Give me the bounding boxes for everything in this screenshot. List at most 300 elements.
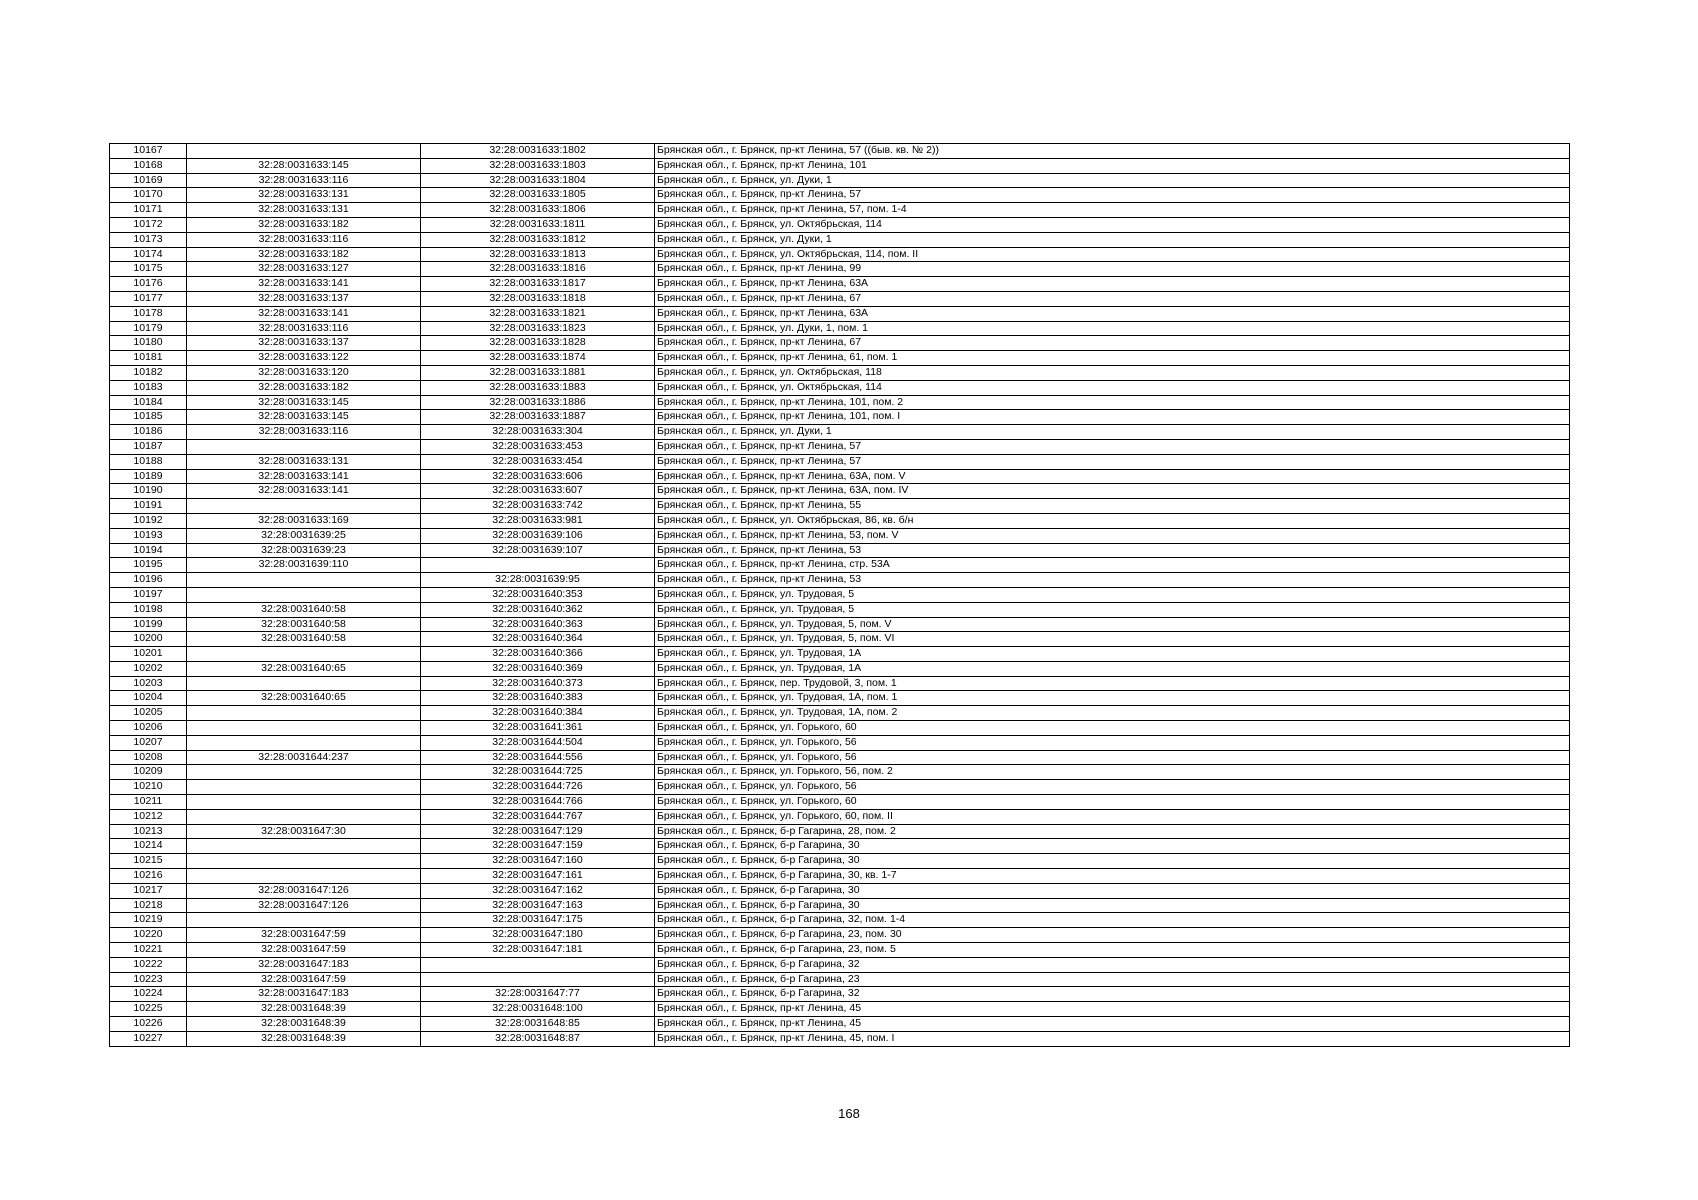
table-row [110,188,1570,203]
parent-cadastral-number-cell [187,499,421,514]
address-cell: Брянская обл., г. Брянск, ул. Горького, 56, пом. 2 [655,765,1570,780]
parent-cadastral-number-cell: 32:28:0031633:131 [187,203,421,218]
address-cell: Брянская обл., г. Брянск, ул. Горького, 60 [655,795,1570,810]
parent-cadastral-number-cell [187,573,421,588]
table-row [110,232,1570,247]
parent-cadastral-number-cell: 32:28:0031647:59 [187,928,421,943]
parent-cadastral-number-cell: 32:28:0031633:182 [187,380,421,395]
address-cell: Брянская обл., г. Брянск, ул. Горького, 56 [655,780,1570,795]
cadastral-number-cell: 32:28:0031633:1817 [421,277,655,292]
cadastral-number-cell: 32:28:0031640:383 [421,691,655,706]
row-number-cell: 10203 [110,676,187,691]
table-row [110,1017,1570,1032]
cadastral-number-cell: 32:28:0031633:1802 [421,144,655,159]
address-cell: Брянская обл., г. Брянск, пр-кт Ленина, 67 [655,336,1570,351]
parent-cadastral-number-cell [187,839,421,854]
row-number-cell: 10195 [110,558,187,573]
cadastral-number-cell: 32:28:0031633:1806 [421,203,655,218]
parent-cadastral-number-cell: 32:28:0031640:65 [187,661,421,676]
table-row [110,913,1570,928]
address-cell: Брянская обл., г. Брянск, пер. Трудовой, 3, пом. 1 [655,676,1570,691]
table-row [110,321,1570,336]
address-cell: Брянская обл., г. Брянск, пр-кт Ленина, 53 [655,573,1570,588]
table-row [110,765,1570,780]
row-number-cell: 10182 [110,365,187,380]
address-cell: Брянская обл., г. Брянск, пр-кт Ленина, 99 [655,262,1570,277]
cadastral-number-cell: 32:28:0031644:504 [421,735,655,750]
parent-cadastral-number-cell: 32:28:0031648:39 [187,1031,421,1046]
table-row [110,1002,1570,1017]
cadastral-number-cell: 32:28:0031633:1805 [421,188,655,203]
cadastral-number-cell: 32:28:0031633:453 [421,439,655,454]
address-cell: Брянская обл., г. Брянск, пр-кт Ленина, 45 [655,1002,1570,1017]
row-number-cell: 10222 [110,957,187,972]
table-row [110,513,1570,528]
row-number-cell: 10171 [110,203,187,218]
row-number-cell: 10180 [110,336,187,351]
address-cell: Брянская обл., г. Брянск, пр-кт Ленина, 53, пом. V [655,528,1570,543]
table-row [110,647,1570,662]
parent-cadastral-number-cell: 32:28:0031633:145 [187,410,421,425]
cadastral-number-cell: 32:28:0031647:162 [421,883,655,898]
parent-cadastral-number-cell: 32:28:0031647:126 [187,898,421,913]
row-number-cell: 10219 [110,913,187,928]
parent-cadastral-number-cell: 32:28:0031633:116 [187,173,421,188]
address-cell: Брянская обл., г. Брянск, пр-кт Ленина, 101 [655,158,1570,173]
cadastral-number-cell: 32:28:0031648:85 [421,1017,655,1032]
parent-cadastral-number-cell: 32:28:0031639:25 [187,528,421,543]
cadastral-number-cell: 32:28:0031647:77 [421,987,655,1002]
parent-cadastral-number-cell: 32:28:0031633:182 [187,217,421,232]
table-row [110,795,1570,810]
address-cell: Брянская обл., г. Брянск, пр-кт Ленина, 101, пом. 2 [655,395,1570,410]
cadastral-number-cell: 32:28:0031644:767 [421,809,655,824]
table-row [110,203,1570,218]
cadastral-number-cell: 32:28:0031647:163 [421,898,655,913]
table-row [110,617,1570,632]
address-cell: Брянская обл., г. Брянск, б-р Гагарина, 32 [655,987,1570,1002]
table-row [110,543,1570,558]
cadastral-number-cell: 32:28:0031641:361 [421,721,655,736]
address-cell: Брянская обл., г. Брянск, б-р Гагарина, 30, кв. 1-7 [655,869,1570,884]
address-cell: Брянская обл., г. Брянск, ул. Трудовая, 5 [655,587,1570,602]
cadastral-number-cell: 32:28:0031644:556 [421,750,655,765]
row-number-cell: 10185 [110,410,187,425]
address-cell: Брянская обл., г. Брянск, ул. Октябрьская, 86, кв. б/н [655,513,1570,528]
table-row [110,499,1570,514]
table-row [110,602,1570,617]
table-row [110,587,1570,602]
table-row [110,809,1570,824]
cadastral-number-cell: 32:28:0031633:1874 [421,351,655,366]
address-cell: Брянская обл., г. Брянск, б-р Гагарина, 30 [655,839,1570,854]
row-number-cell: 10197 [110,587,187,602]
table-row [110,262,1570,277]
table-row [110,425,1570,440]
table-row [110,943,1570,958]
parent-cadastral-number-cell: 32:28:0031639:110 [187,558,421,573]
cadastral-number-cell: 32:28:0031633:454 [421,454,655,469]
parent-cadastral-number-cell: 32:28:0031647:183 [187,987,421,1002]
cadastral-number-cell: 32:28:0031644:726 [421,780,655,795]
address-cell: Брянская обл., г. Брянск, ул. Дуки, 1 [655,173,1570,188]
parent-cadastral-number-cell: 32:28:0031647:30 [187,824,421,839]
address-cell: Брянская обл., г. Брянск, ул. Трудовая, 1А [655,647,1570,662]
address-cell: Брянская обл., г. Брянск, б-р Гагарина, 23 [655,972,1570,987]
row-number-cell: 10184 [110,395,187,410]
table-row [110,1031,1570,1046]
row-number-cell: 10174 [110,247,187,262]
cadastral-number-cell: 32:28:0031644:766 [421,795,655,810]
cadastral-number-cell: 32:28:0031648:87 [421,1031,655,1046]
address-cell: Брянская обл., г. Брянск, ул. Трудовая, 1А, пом. 1 [655,691,1570,706]
table-row [110,721,1570,736]
parent-cadastral-number-cell: 32:28:0031633:137 [187,336,421,351]
table-row [110,351,1570,366]
row-number-cell: 10217 [110,883,187,898]
table-row [110,691,1570,706]
address-cell: Брянская обл., г. Брянск, ул. Горького, 60, пом. II [655,809,1570,824]
row-number-cell: 10227 [110,1031,187,1046]
parent-cadastral-number-cell [187,144,421,159]
parent-cadastral-number-cell: 32:28:0031633:116 [187,232,421,247]
cadastral-number-cell: 32:28:0031633:981 [421,513,655,528]
row-number-cell: 10226 [110,1017,187,1032]
row-number-cell: 10191 [110,499,187,514]
row-number-cell: 10214 [110,839,187,854]
address-cell: Брянская обл., г. Брянск, пр-кт Ленина, 57 [655,188,1570,203]
row-number-cell: 10216 [110,869,187,884]
parent-cadastral-number-cell [187,913,421,928]
address-cell: Брянская обл., г. Брянск, пр-кт Ленина, 61, пом. 1 [655,351,1570,366]
address-cell: Брянская обл., г. Брянск, пр-кт Ленина, 57, пом. 1-4 [655,203,1570,218]
row-number-cell: 10224 [110,987,187,1002]
table-row [110,928,1570,943]
table-row [110,395,1570,410]
parent-cadastral-number-cell: 32:28:0031633:116 [187,425,421,440]
cadastral-number-cell: 32:28:0031647:175 [421,913,655,928]
address-cell: Брянская обл., г. Брянск, ул. Дуки, 1 [655,232,1570,247]
row-number-cell: 10186 [110,425,187,440]
address-cell: Брянская обл., г. Брянск, пр-кт Ленина, 45, пом. I [655,1031,1570,1046]
cadastral-number-cell: 32:28:0031633:1816 [421,262,655,277]
cadastral-number-cell: 32:28:0031644:725 [421,765,655,780]
table-row [110,957,1570,972]
parent-cadastral-number-cell: 32:28:0031647:183 [187,957,421,972]
parent-cadastral-number-cell [187,809,421,824]
address-cell: Брянская обл., г. Брянск, пр-кт Ленина, 67 [655,291,1570,306]
parent-cadastral-number-cell: 32:28:0031640:58 [187,617,421,632]
address-cell: Брянская обл., г. Брянск, б-р Гагарина, 28, пом. 2 [655,824,1570,839]
table-row [110,676,1570,691]
cadastral-number-cell [421,957,655,972]
parent-cadastral-number-cell [187,439,421,454]
parent-cadastral-number-cell: 32:28:0031639:23 [187,543,421,558]
parent-cadastral-number-cell: 32:28:0031633:141 [187,277,421,292]
row-number-cell: 10192 [110,513,187,528]
parent-cadastral-number-cell: 32:28:0031633:141 [187,469,421,484]
row-number-cell: 10220 [110,928,187,943]
parent-cadastral-number-cell [187,587,421,602]
address-cell: Брянская обл., г. Брянск, пр-кт Ленина, стр. 53А [655,558,1570,573]
row-number-cell: 10200 [110,632,187,647]
parent-cadastral-number-cell [187,854,421,869]
row-number-cell: 10175 [110,262,187,277]
table-row [110,573,1570,588]
address-cell: Брянская обл., г. Брянск, пр-кт Ленина, 63А, пом. IV [655,484,1570,499]
parent-cadastral-number-cell: 32:28:0031633:120 [187,365,421,380]
row-number-cell: 10167 [110,144,187,159]
address-cell: Брянская обл., г. Брянск, ул. Горького, 56 [655,750,1570,765]
row-number-cell: 10188 [110,454,187,469]
address-cell: Брянская обл., г. Брянск, б-р Гагарина, 23, пом. 30 [655,928,1570,943]
address-cell: Брянская обл., г. Брянск, ул. Трудовая, 1А [655,661,1570,676]
table-row [110,484,1570,499]
parent-cadastral-number-cell: 32:28:0031633:141 [187,484,421,499]
page-number: 168 [838,1106,860,1121]
cadastral-number-cell: 32:28:0031648:100 [421,1002,655,1017]
table-row [110,854,1570,869]
registry-table-body [110,144,1570,1047]
parent-cadastral-number-cell: 32:28:0031647:59 [187,943,421,958]
address-cell: Брянская обл., г. Брянск, б-р Гагарина, 23, пом. 5 [655,943,1570,958]
table-row [110,173,1570,188]
address-cell: Брянская обл., г. Брянск, ул. Трудовая, 5, пом. V [655,617,1570,632]
parent-cadastral-number-cell: 32:28:0031647:126 [187,883,421,898]
cadastral-number-cell: 32:28:0031647:161 [421,869,655,884]
parent-cadastral-number-cell: 32:28:0031633:116 [187,321,421,336]
row-number-cell: 10206 [110,721,187,736]
row-number-cell: 10194 [110,543,187,558]
table-row [110,247,1570,262]
address-cell: Брянская обл., г. Брянск, пр-кт Ленина, 45 [655,1017,1570,1032]
address-cell: Брянская обл., г. Брянск, ул. Октябрьская, 114 [655,217,1570,232]
cadastral-number-cell: 32:28:0031647:129 [421,824,655,839]
address-cell: Брянская обл., г. Брянск, пр-кт Ленина, 63А, пом. V [655,469,1570,484]
cadastral-number-cell: 32:28:0031639:107 [421,543,655,558]
row-number-cell: 10168 [110,158,187,173]
row-number-cell: 10223 [110,972,187,987]
table-row [110,217,1570,232]
row-number-cell: 10170 [110,188,187,203]
cadastral-number-cell: 32:28:0031633:1804 [421,173,655,188]
row-number-cell: 10213 [110,824,187,839]
row-number-cell: 10178 [110,306,187,321]
table-row [110,469,1570,484]
row-number-cell: 10202 [110,661,187,676]
address-cell: Брянская обл., г. Брянск, б-р Гагарина, 32 [655,957,1570,972]
address-cell: Брянская обл., г. Брянск, ул. Дуки, 1, пом. 1 [655,321,1570,336]
table-row [110,454,1570,469]
cadastral-number-cell: 32:28:0031633:1821 [421,306,655,321]
parent-cadastral-number-cell [187,647,421,662]
parent-cadastral-number-cell [187,735,421,750]
parent-cadastral-number-cell: 32:28:0031648:39 [187,1017,421,1032]
table-row [110,410,1570,425]
table-row [110,898,1570,913]
cadastral-number-cell: 32:28:0031633:304 [421,425,655,440]
cadastral-number-cell: 32:28:0031633:1803 [421,158,655,173]
cadastral-number-cell [421,972,655,987]
row-number-cell: 10189 [110,469,187,484]
cadastral-number-cell: 32:28:0031640:353 [421,587,655,602]
row-number-cell: 10218 [110,898,187,913]
table-row [110,380,1570,395]
row-number-cell: 10172 [110,217,187,232]
row-number-cell: 10209 [110,765,187,780]
parent-cadastral-number-cell: 32:28:0031633:145 [187,158,421,173]
cadastral-number-cell: 32:28:0031633:1883 [421,380,655,395]
parent-cadastral-number-cell: 32:28:0031633:137 [187,291,421,306]
cadastral-number-cell: 32:28:0031647:180 [421,928,655,943]
row-number-cell: 10196 [110,573,187,588]
table-row [110,558,1570,573]
row-number-cell: 10212 [110,809,187,824]
table-row [110,780,1570,795]
address-cell: Брянская обл., г. Брянск, ул. Трудовая, 1А, пом. 2 [655,706,1570,721]
table-row [110,144,1570,159]
table-row [110,883,1570,898]
cadastral-number-cell: 32:28:0031640:369 [421,661,655,676]
parent-cadastral-number-cell: 32:28:0031633:127 [187,262,421,277]
row-number-cell: 10210 [110,780,187,795]
cadastral-number-cell: 32:28:0031633:742 [421,499,655,514]
address-cell: Брянская обл., г. Брянск, пр-кт Ленина, 57 ((быв. кв. № 2)) [655,144,1570,159]
address-cell: Брянская обл., г. Брянск, пр-кт Ленина, 57 [655,454,1570,469]
cadastral-number-cell: 32:28:0031640:366 [421,647,655,662]
table-row [110,824,1570,839]
row-number-cell: 10183 [110,380,187,395]
address-cell: Брянская обл., г. Брянск, б-р Гагарина, 30 [655,854,1570,869]
address-cell: Брянская обл., г. Брянск, ул. Трудовая, 5 [655,602,1570,617]
cadastral-number-cell: 32:28:0031633:1828 [421,336,655,351]
table-row [110,869,1570,884]
parent-cadastral-number-cell [187,869,421,884]
cadastral-number-cell: 32:28:0031647:181 [421,943,655,958]
cadastral-number-cell: 32:28:0031647:160 [421,854,655,869]
cadastral-number-cell: 32:28:0031633:1811 [421,217,655,232]
row-number-cell: 10190 [110,484,187,499]
row-number-cell: 10176 [110,277,187,292]
address-cell: Брянская обл., г. Брянск, б-р Гагарина, 30 [655,898,1570,913]
table-row [110,839,1570,854]
address-cell: Брянская обл., г. Брянск, ул. Дуки, 1 [655,425,1570,440]
cadastral-number-cell: 32:28:0031639:106 [421,528,655,543]
cadastral-number-cell: 32:28:0031633:1881 [421,365,655,380]
parent-cadastral-number-cell: 32:28:0031633:182 [187,247,421,262]
cadastral-number-cell: 32:28:0031633:1813 [421,247,655,262]
row-number-cell: 10198 [110,602,187,617]
row-number-cell: 10173 [110,232,187,247]
table-row [110,632,1570,647]
parent-cadastral-number-cell: 32:28:0031640:58 [187,602,421,617]
registry-table [109,143,1570,1047]
parent-cadastral-number-cell: 32:28:0031633:145 [187,395,421,410]
row-number-cell: 10177 [110,291,187,306]
cadastral-number-cell: 32:28:0031640:364 [421,632,655,647]
address-cell: Брянская обл., г. Брянск, б-р Гагарина, 30 [655,883,1570,898]
parent-cadastral-number-cell: 32:28:0031644:237 [187,750,421,765]
cadastral-number-cell: 32:28:0031633:1886 [421,395,655,410]
row-number-cell: 10207 [110,735,187,750]
address-cell: Брянская обл., г. Брянск, б-р Гагарина, 32, пом. 1-4 [655,913,1570,928]
row-number-cell: 10204 [110,691,187,706]
table-row [110,987,1570,1002]
cadastral-number-cell: 32:28:0031633:1812 [421,232,655,247]
table-row [110,336,1570,351]
address-cell: Брянская обл., г. Брянск, ул. Октябрьская, 118 [655,365,1570,380]
address-cell: Брянская обл., г. Брянск, пр-кт Ленина, 63А [655,306,1570,321]
cadastral-number-cell: 32:28:0031647:159 [421,839,655,854]
address-cell: Брянская обл., г. Брянск, пр-кт Ленина, 63А [655,277,1570,292]
address-cell: Брянская обл., г. Брянск, ул. Горького, 60 [655,721,1570,736]
table-row [110,528,1570,543]
cadastral-number-cell: 32:28:0031640:363 [421,617,655,632]
parent-cadastral-number-cell [187,706,421,721]
address-cell: Брянская обл., г. Брянск, пр-кт Ленина, 57 [655,439,1570,454]
row-number-cell: 10199 [110,617,187,632]
cadastral-number-cell: 32:28:0031633:607 [421,484,655,499]
table-row [110,291,1570,306]
parent-cadastral-number-cell: 32:28:0031633:131 [187,454,421,469]
row-number-cell: 10187 [110,439,187,454]
table-row [110,158,1570,173]
row-number-cell: 10179 [110,321,187,336]
cadastral-number-cell: 32:28:0031640:373 [421,676,655,691]
table-row [110,306,1570,321]
parent-cadastral-number-cell [187,795,421,810]
parent-cadastral-number-cell: 32:28:0031633:131 [187,188,421,203]
address-cell: Брянская обл., г. Брянск, ул. Горького, 56 [655,735,1570,750]
parent-cadastral-number-cell: 32:28:0031640:65 [187,691,421,706]
address-cell: Брянская обл., г. Брянск, пр-кт Ленина, 53 [655,543,1570,558]
cadastral-number-cell: 32:28:0031640:384 [421,706,655,721]
cadastral-number-cell [421,558,655,573]
parent-cadastral-number-cell: 32:28:0031633:122 [187,351,421,366]
parent-cadastral-number-cell [187,721,421,736]
table-row [110,706,1570,721]
row-number-cell: 10225 [110,1002,187,1017]
table-row [110,277,1570,292]
row-number-cell: 10221 [110,943,187,958]
row-number-cell: 10169 [110,173,187,188]
cadastral-number-cell: 32:28:0031633:606 [421,469,655,484]
parent-cadastral-number-cell: 32:28:0031647:59 [187,972,421,987]
address-cell: Брянская обл., г. Брянск, пр-кт Ленина, 101, пом. I [655,410,1570,425]
parent-cadastral-number-cell: 32:28:0031633:141 [187,306,421,321]
cadastral-number-cell: 32:28:0031640:362 [421,602,655,617]
cadastral-number-cell: 32:28:0031633:1818 [421,291,655,306]
row-number-cell: 10215 [110,854,187,869]
cadastral-number-cell: 32:28:0031633:1887 [421,410,655,425]
parent-cadastral-number-cell: 32:28:0031633:169 [187,513,421,528]
cadastral-number-cell: 32:28:0031639:95 [421,573,655,588]
row-number-cell: 10208 [110,750,187,765]
row-number-cell: 10211 [110,795,187,810]
table-row [110,750,1570,765]
table-row [110,365,1570,380]
parent-cadastral-number-cell [187,780,421,795]
address-cell: Брянская обл., г. Брянск, ул. Октябрьская, 114, пом. II [655,247,1570,262]
parent-cadastral-number-cell: 32:28:0031648:39 [187,1002,421,1017]
address-cell: Брянская обл., г. Брянск, ул. Трудовая, 5, пом. VI [655,632,1570,647]
address-cell: Брянская обл., г. Брянск, пр-кт Ленина, 55 [655,499,1570,514]
row-number-cell: 10205 [110,706,187,721]
cadastral-number-cell: 32:28:0031633:1823 [421,321,655,336]
row-number-cell: 10193 [110,528,187,543]
address-cell: Брянская обл., г. Брянск, ул. Октябрьская, 114 [655,380,1570,395]
table-row [110,661,1570,676]
